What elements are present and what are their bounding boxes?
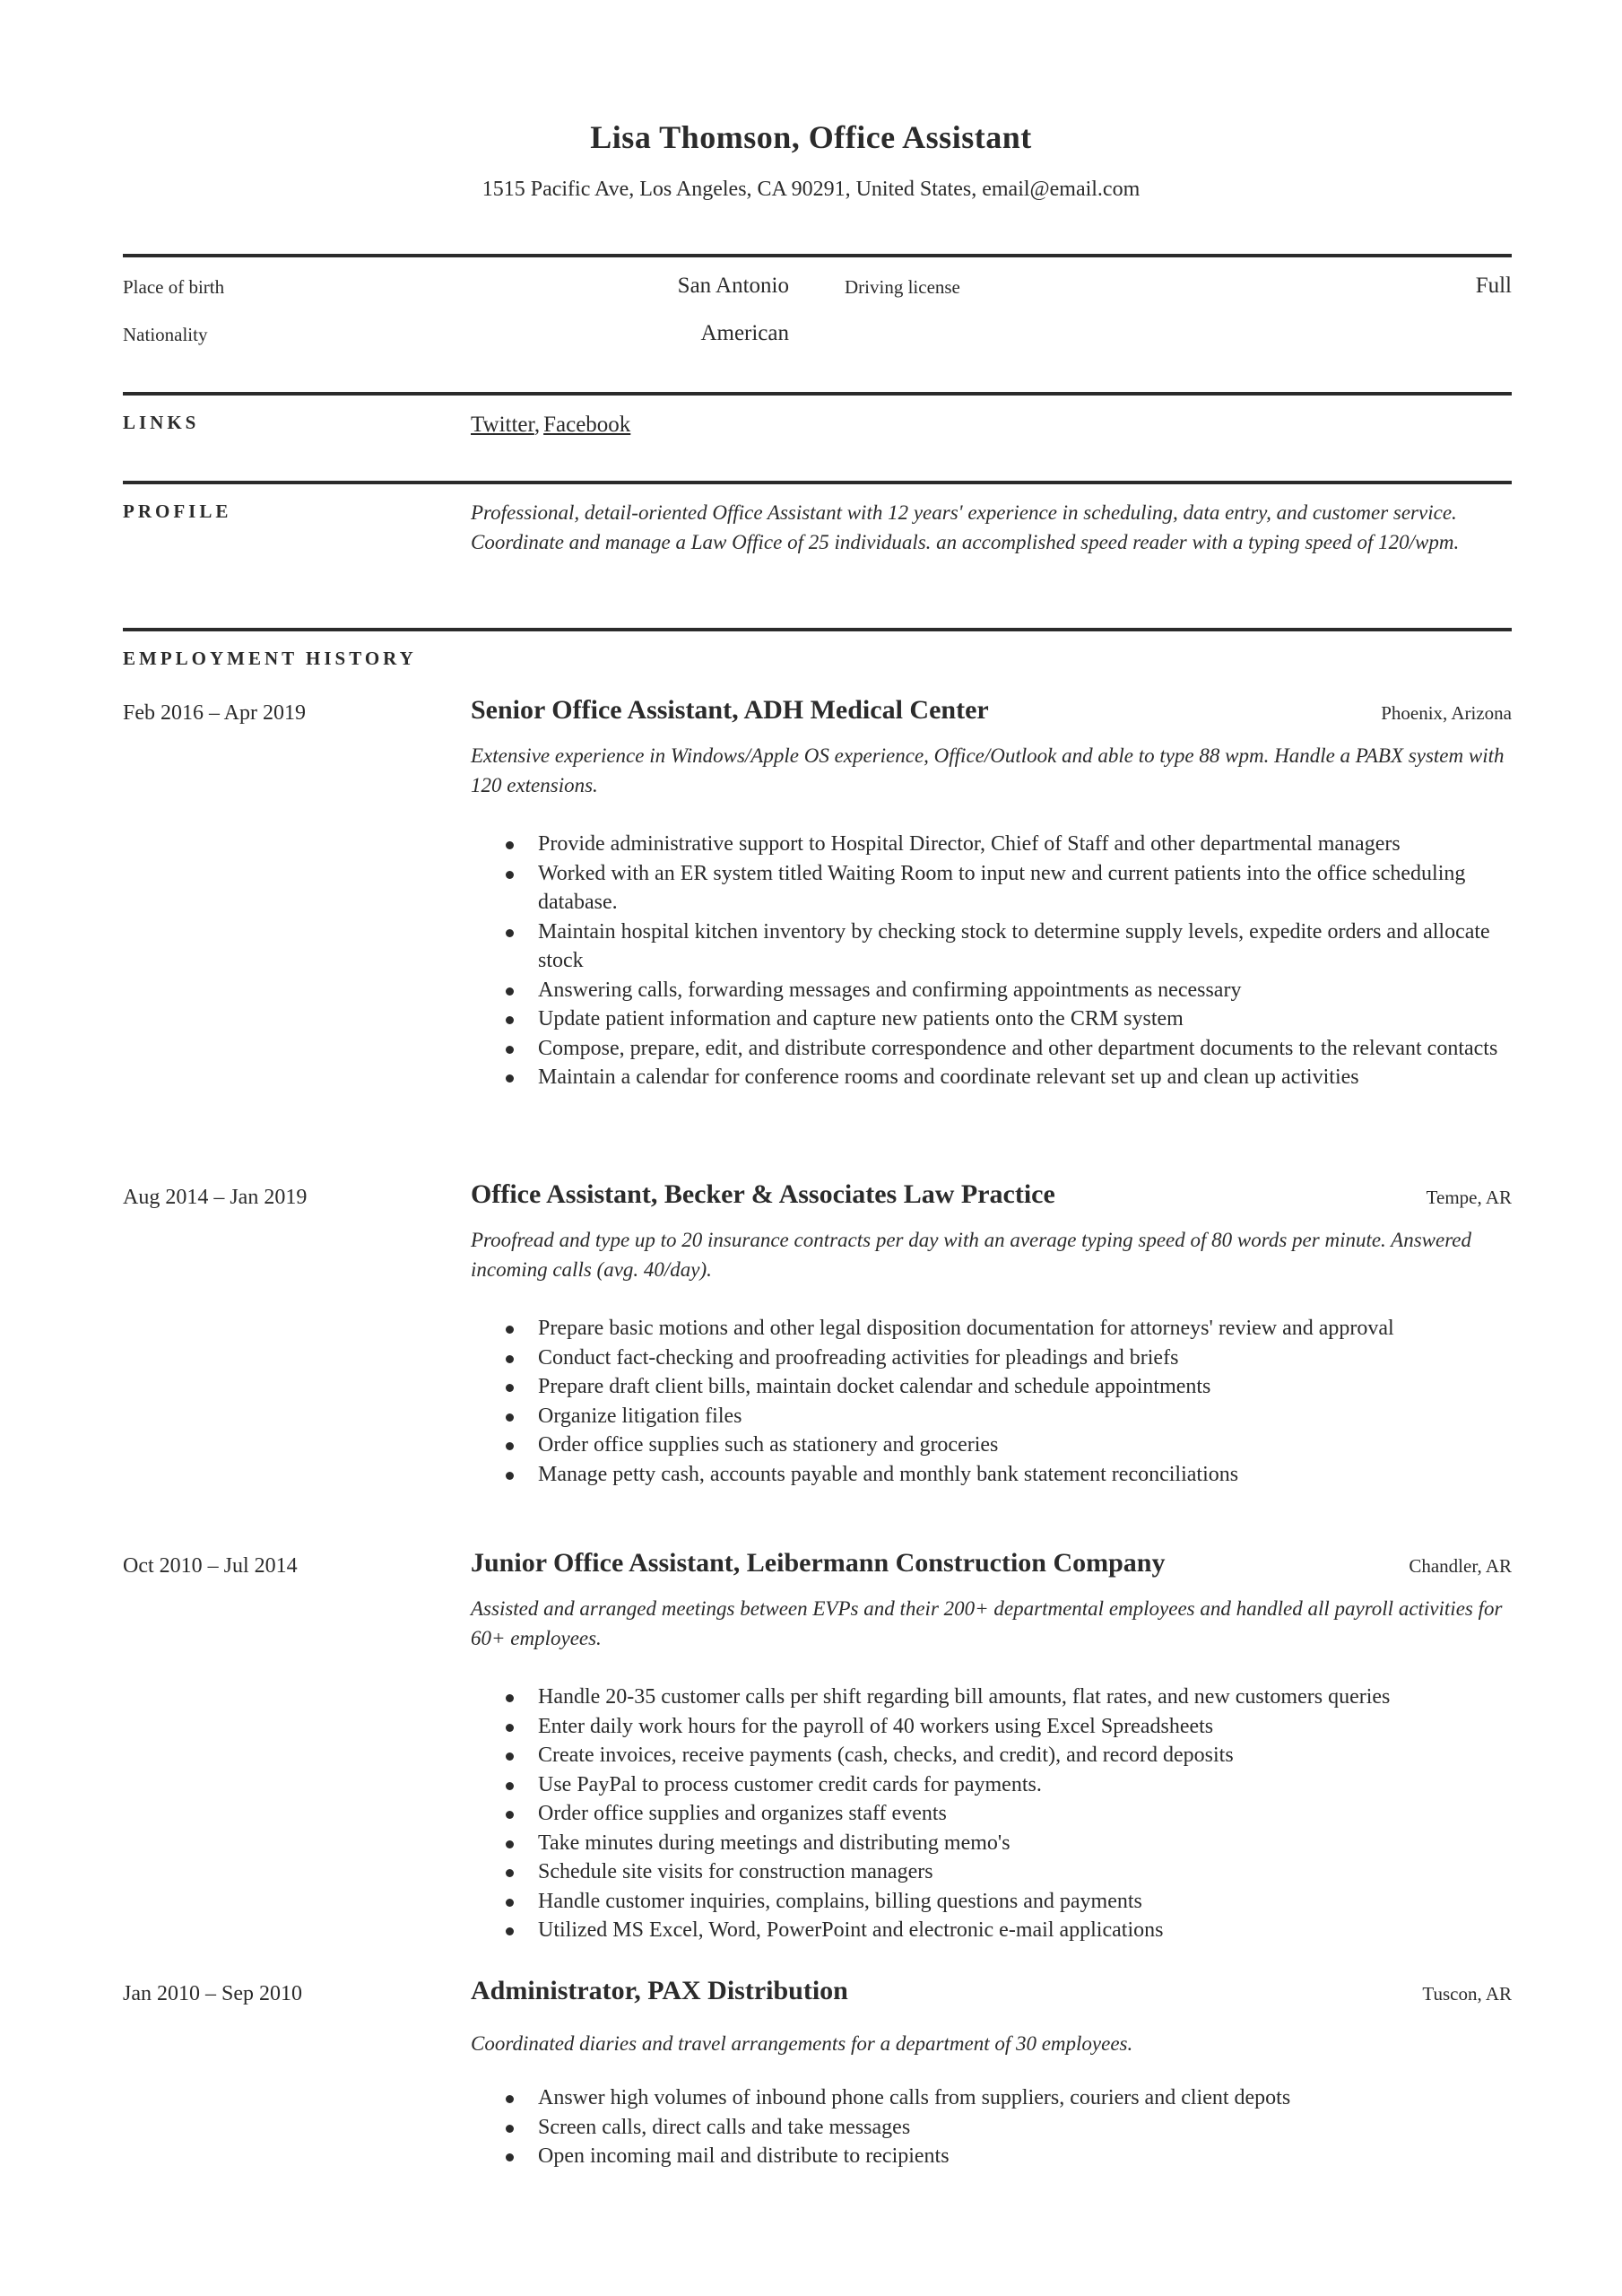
list-item: Maintain a calendar for conference rooms and coordinate relevant set up and clean up activities	[538, 1063, 1512, 1092]
list-item: Answer high volumes of inbound phone calls from suppliers, couriers and client depots	[538, 2083, 1512, 2113]
job-title: Administrator, PAX Distribution	[471, 1976, 848, 2005]
list-item: Schedule site visits for construction managers	[538, 1857, 1512, 1887]
nationality-label: Nationality	[123, 324, 208, 345]
list-item: Maintain hospital kitchen inventory by checking stock to determine supply levels, expedite orders and allocate stock	[538, 918, 1512, 976]
driving-license-value: Full	[1475, 274, 1512, 298]
job-description: Coordinated diaries and travel arrangements for a department of 30 employees.	[471, 2032, 1133, 2055]
resume-title: Lisa Thomson, Office Assistant	[590, 119, 1032, 155]
list-item: Screen calls, direct calls and take messages	[538, 2113, 1512, 2143]
divider	[123, 481, 1512, 484]
job-bullets	[471, 1314, 1512, 1489]
job-title: Office Assistant, Becker & Associates Law Practice	[471, 1179, 1055, 1209]
divider	[123, 254, 1512, 257]
driving-license-label: Driving license	[845, 276, 960, 298]
job-dates: Feb 2016 – Apr 2019	[123, 701, 306, 725]
list-item: Use PayPal to process customer credit cards for payments.	[538, 1770, 1512, 1800]
employment-heading: EMPLOYMENT HISTORY	[123, 648, 417, 669]
list-item: Conduct fact-checking and proofreading activities for pleadings and briefs	[538, 1344, 1512, 1373]
job-dates: Jan 2010 – Sep 2010	[123, 1982, 302, 2005]
list-item: Order office supplies such as stationery and groceries	[538, 1431, 1512, 1460]
list-item: Open incoming mail and distribute to recipients	[538, 2142, 1512, 2171]
list-item: Prepare basic motions and other legal disposition documentation for attorneys' review and approval	[538, 1314, 1512, 1344]
job-description: Proofread and type up to 20 insurance contracts per day with an average typing speed of 80 words per minute. Answered incoming calls (avg. 40/day).	[471, 1229, 1471, 1281]
job-title: Junior Office Assistant, Leibermann Construction Company	[471, 1548, 1166, 1578]
place-of-birth-label: Place of birth	[123, 276, 225, 298]
job-dates: Oct 2010 – Jul 2014	[123, 1554, 298, 1578]
job-bullets	[471, 1683, 1512, 1945]
list-item: Worked with an ER system titled Waiting Room to input new and current patients into the office scheduling database.	[538, 859, 1512, 918]
contact-address: 1515 Pacific Ave, Los Angeles, CA 90291, United States, email@email.com	[481, 178, 1141, 201]
list-item: Answering calls, forwarding messages and confirming appointments as necessary	[538, 976, 1512, 1005]
list-item: Manage petty cash, accounts payable and monthly bank statement reconciliations	[538, 1460, 1512, 1490]
list-item: Utilized MS Excel, Word, PowerPoint and electronic e-mail applications	[538, 1916, 1512, 1945]
job-location: Tempe, AR	[1426, 1187, 1512, 1208]
list-item: Create invoices, receive payments (cash, checks, and credit), and record deposits	[538, 1741, 1512, 1770]
list-item: Organize litigation files	[538, 1402, 1512, 1431]
facebook-link[interactable]: Facebook	[543, 413, 631, 437]
separator: ,	[533, 413, 541, 437]
job-description: Extensive experience in Windows/Apple OS experience, Office/Outlook and able to type 88 wpm. Handle a PABX system with 120 extensions.	[471, 744, 1505, 796]
list-item: Update patient information and capture new patients onto the CRM system	[538, 1004, 1512, 1034]
job-location: Chandler, AR	[1409, 1555, 1512, 1577]
divider	[123, 628, 1512, 631]
list-item: Handle 20-35 customer calls per shift regarding bill amounts, flat rates, and new customers queries	[538, 1683, 1512, 1712]
list-item: Handle customer inquiries, complains, billing questions and payments	[538, 1887, 1512, 1917]
twitter-link[interactable]: Twitter	[471, 413, 534, 437]
job-bullets	[471, 2083, 1512, 2171]
list-item: Provide administrative support to Hospital Director, Chief of Staff and other departmental managers	[538, 830, 1512, 859]
list-item: Prepare draft client bills, maintain docket calendar and schedule appointments	[538, 1372, 1512, 1402]
job-description: Assisted and arranged meetings between EVPs and their 200+ departmental employees and handled all payroll activities for 60+ employees.	[471, 1597, 1503, 1649]
divider	[123, 392, 1512, 396]
list-item: Order office supplies and organizes staff events	[538, 1799, 1512, 1829]
list-item: Take minutes during meetings and distributing memo's	[538, 1829, 1512, 1858]
job-dates: Aug 2014 – Jan 2019	[123, 1186, 308, 1209]
nationality-value: American	[700, 321, 789, 345]
links-list	[471, 413, 1512, 438]
links-heading: LINKS	[123, 412, 200, 433]
profile-text: Professional, detail-oriented Office Assistant with 12 years' experience in scheduling, data entry, and customer service. Coordinate and manage a Law Office of 25 individuals. an accomplished speed reader with a typing speed of 120/wpm.	[471, 501, 1460, 553]
profile-heading: PROFILE	[123, 500, 232, 522]
job-location: Phoenix, Arizona	[1381, 702, 1512, 724]
place-of-birth-value: San Antonio	[677, 274, 789, 298]
list-item: Enter daily work hours for the payroll of 40 workers using Excel Spreadsheets	[538, 1712, 1512, 1742]
job-bullets	[471, 830, 1512, 1092]
job-title: Senior Office Assistant, ADH Medical Center	[471, 695, 989, 725]
job-location: Tuscon, AR	[1422, 1983, 1512, 2005]
list-item: Compose, prepare, edit, and distribute correspondence and other department documents to the relevant contacts	[538, 1034, 1512, 1064]
